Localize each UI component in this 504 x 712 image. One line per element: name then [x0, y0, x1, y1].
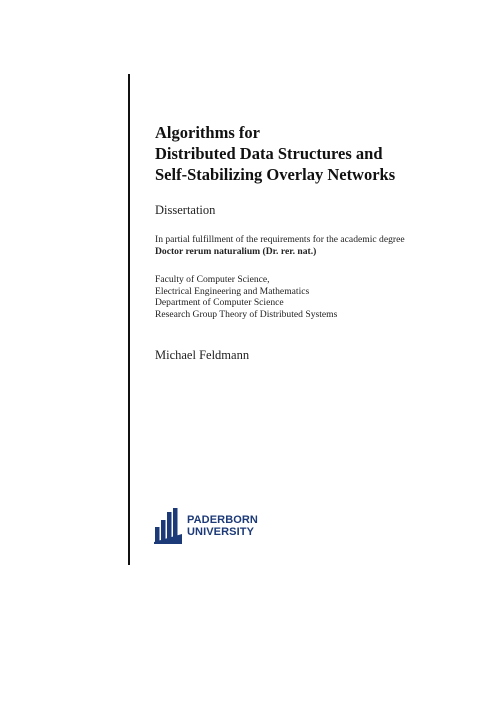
- faculty-line-2: Electrical Engineering and Mathematics: [155, 285, 310, 297]
- faculty-line-4: Research Group Theory of Distributed Systems: [155, 308, 338, 320]
- document-type: Dissertation: [155, 203, 216, 217]
- dissertation-title: [155, 122, 485, 185]
- title-line-3: Self-Stabilizing Overlay Networks: [155, 165, 396, 184]
- degree-statement: [155, 234, 475, 258]
- degree-name: Doctor rerum naturalium (Dr. rer. nat.): [155, 246, 317, 257]
- faculty-line-3: Department of Computer Science: [155, 297, 284, 309]
- faculty-block: [155, 274, 475, 320]
- fulfillment-text: In partial fulfillment of the requirements for the academic degree: [155, 234, 405, 245]
- logo-line-1: PADERBORN: [187, 514, 258, 526]
- author-name: Michael Feldmann: [155, 348, 250, 362]
- title-line-2: Distributed Data Structures and: [155, 144, 383, 163]
- paderborn-university-logo-icon: [154, 508, 182, 544]
- university-logo: [154, 508, 258, 544]
- vertical-rule: [128, 74, 130, 565]
- logo-line-2: UNIVERSITY: [187, 526, 255, 538]
- logo-wordmark: [187, 514, 258, 538]
- faculty-line-1: Faculty of Computer Science,: [155, 274, 270, 285]
- title-line-1: Algorithms for: [155, 123, 260, 142]
